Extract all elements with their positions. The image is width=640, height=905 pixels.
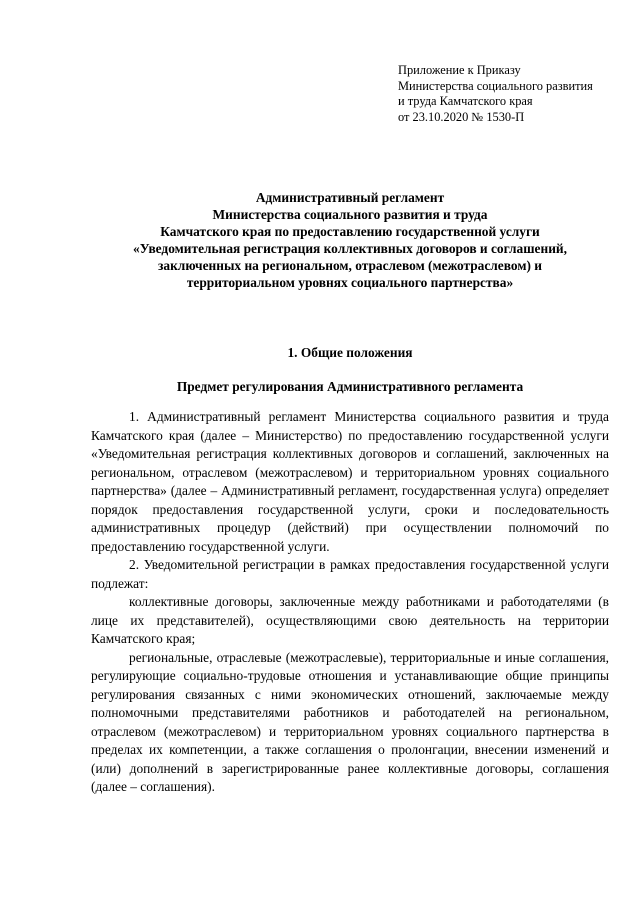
subsection-heading: Предмет регулирования Административного регламента — [176, 379, 524, 394]
body-text — [91, 408, 609, 797]
appendix-order-number: от 23.10.2020 № 1530-П — [398, 109, 525, 124]
title-line: Министерства социального развития и труда — [212, 207, 488, 222]
title-line: Административный регламент — [255, 190, 445, 205]
paragraph: 1. Административный регламент Министерства социального развития и труда Камчатского края (далее – Министерство) по предоставлению государственной услуги «Уведомительная регистрация коллективных договоров и соглашений, заключенных на региональном, отраслевом (межотраслевом) и территориальном уровнях социального партнерства» (далее – Административный регламент, государственная услуга) определяет порядок предоставления государственной услуги, сроки и последовательность административных процедур (действий) при осуществлении полномочий по предоставлению государственной услуги. — [91, 409, 609, 554]
section-heading: 1. Общие положения — [287, 345, 413, 360]
paragraph: региональные, отраслевые (межотраслевые), территориальные и иные соглашения, регулирующие социально-трудовые отношения и устанавливающие общие принципы регулирования связанных с ними экономических отношений, заключаемые между полномочными представителями работников и работодателей на региональном, отраслевом (межотраслевом) и территориальном уровнях социального партнерства в пределах их компетенции, а также соглашения о пролонгации, внесении изменений и (или) дополнений в зарегистрированные ранее коллективные договоры, соглашения (далее – соглашения). — [91, 649, 609, 794]
title-line: «Уведомительная регистрация коллективных договоров и соглашений, — [133, 241, 567, 256]
document-title — [60, 189, 640, 291]
appendix-line: Приложение к Приказу — [398, 63, 521, 77]
paragraph: коллективные договоры, заключенные между работниками и работодателями (в лице их представителей), осуществляющими свою деятельность на территории Камчатского края; — [91, 594, 609, 646]
title-line: заключенных на региональном, отраслевом (межотраслевом) и — [158, 258, 542, 273]
appendix-reference — [398, 63, 628, 125]
appendix-line: и труда Камчатского края — [398, 94, 533, 108]
paragraph: 2. Уведомительной регистрации в рамках предоставления государственной услуги подлежат: — [91, 557, 609, 591]
title-line: Камчатского края по предоставлению государственной услуги — [160, 224, 540, 239]
appendix-line: Министерства социального развития — [398, 78, 593, 93]
title-line: территориальном уровнях социального партнерства» — [186, 275, 514, 290]
